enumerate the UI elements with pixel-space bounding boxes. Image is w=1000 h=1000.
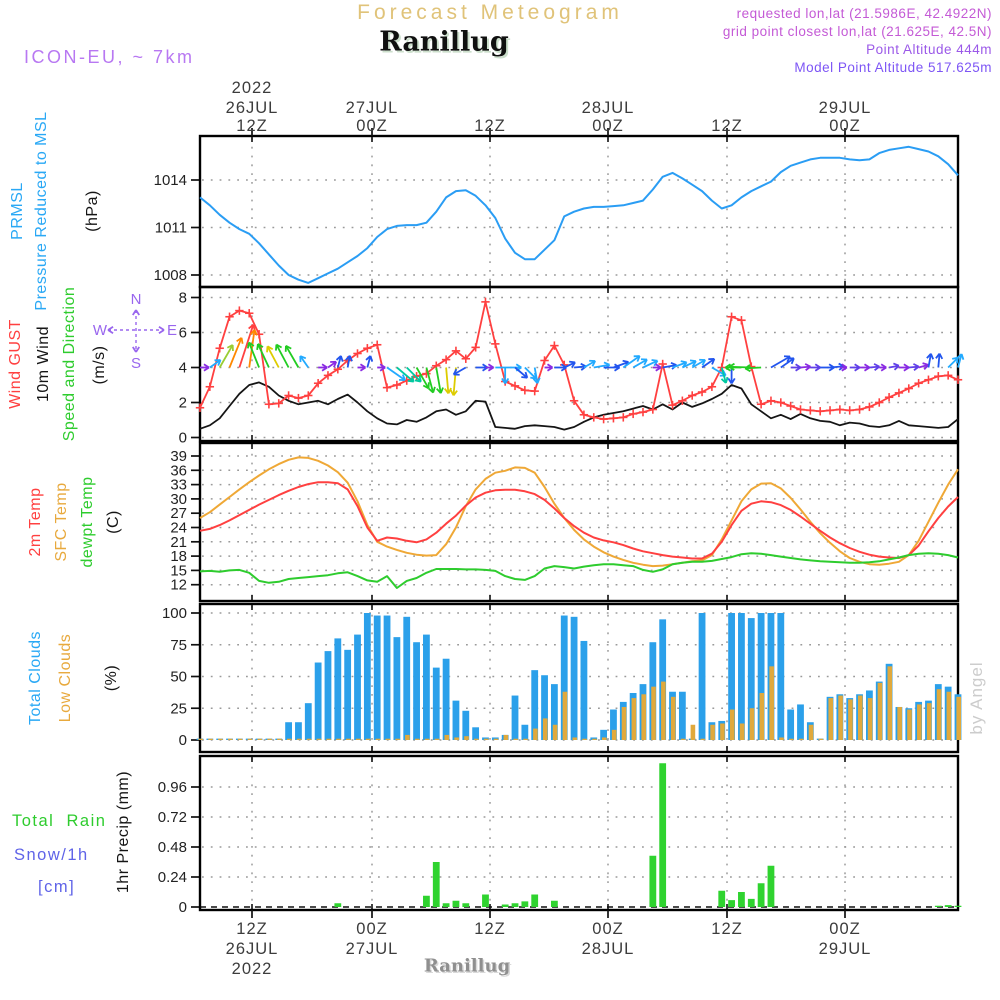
- svg-text:100: 100: [161, 605, 187, 622]
- point-altitude-text: Point Altitude 444m: [866, 42, 992, 57]
- wind-speeddir-label: Speed and Direction: [61, 286, 78, 442]
- svg-text:0.96: 0.96: [157, 779, 187, 796]
- svg-text:00Z: 00Z: [829, 920, 861, 938]
- precip-cm-label: [cm]: [38, 878, 76, 896]
- axes: [154, 128, 958, 918]
- svg-text:75: 75: [170, 636, 187, 654]
- svg-text:12Z: 12Z: [711, 920, 743, 938]
- svg-text:28JUL: 28JUL: [581, 99, 635, 117]
- svg-text:0: 0: [178, 732, 187, 749]
- svg-text:50: 50: [170, 668, 187, 686]
- svg-text:24: 24: [170, 519, 187, 537]
- svg-text:1011: 1011: [154, 219, 187, 237]
- model-name-label: ICON-EU, ~ 7km: [24, 47, 195, 67]
- svg-text:12Z: 12Z: [236, 117, 268, 135]
- svg-text:21: 21: [170, 533, 187, 551]
- svg-text:00Z: 00Z: [592, 117, 624, 135]
- svg-text:26JUL: 26JUL: [225, 99, 279, 117]
- svg-text:0: 0: [178, 899, 187, 916]
- watermark: by Angel: [967, 661, 986, 735]
- svg-text:12: 12: [170, 576, 187, 594]
- precip-snow-label: Snow/1h: [14, 846, 89, 864]
- temp-sfc-label: SFC Temp: [53, 482, 70, 562]
- svg-text:36: 36: [170, 462, 187, 480]
- svg-text:12Z: 12Z: [711, 117, 743, 135]
- time-axis-labels: [226, 79, 872, 978]
- pressure-label-prmsl: PRMSL: [9, 182, 26, 240]
- svg-text:29JUL: 29JUL: [818, 940, 872, 958]
- svg-text:0: 0: [178, 429, 187, 447]
- page-title: Forecast Meteogram: [357, 1, 623, 24]
- gridpoint-lonlat-text: grid point closest lon,lat (21.625E, 42.5N): [722, 24, 992, 39]
- svg-text:00Z: 00Z: [356, 920, 388, 938]
- precip-axis-label: 1hr Precip (mm): [115, 770, 132, 894]
- svg-text:12Z: 12Z: [474, 920, 506, 938]
- model-point-altitude-text: Model Point Altitude 517.625m: [794, 60, 992, 75]
- precip-bars: [334, 763, 961, 907]
- svg-text:S: S: [130, 355, 142, 372]
- svg-text:4: 4: [178, 359, 187, 377]
- cloud-bars: [197, 613, 962, 740]
- svg-text:25: 25: [170, 700, 187, 718]
- pressure-unit-label: (hPa): [84, 190, 101, 232]
- svg-text:27JUL: 27JUL: [345, 940, 399, 958]
- station-title: Ranillug: [379, 26, 509, 58]
- footer-station-title: Ranillug: [423, 955, 511, 977]
- svg-text:26JUL: 26JUL: [225, 940, 279, 958]
- svg-text:00Z: 00Z: [829, 117, 861, 135]
- svg-text:E: E: [166, 322, 178, 339]
- svg-text:2: 2: [178, 394, 187, 412]
- clouds-total-label: Total Clouds: [27, 630, 44, 726]
- svg-text:0.24: 0.24: [157, 869, 187, 886]
- temp-unit-label: (C): [105, 510, 122, 534]
- clouds-low-label: Low Clouds: [57, 633, 74, 723]
- svg-text:15: 15: [170, 562, 187, 580]
- svg-text:27: 27: [170, 505, 187, 523]
- svg-text:6: 6: [178, 324, 187, 342]
- svg-text:2022: 2022: [231, 960, 273, 978]
- svg-text:2022: 2022: [231, 79, 273, 97]
- svg-text:1014: 1014: [153, 172, 187, 189]
- svg-text:29JUL: 29JUL: [818, 99, 872, 117]
- svg-text:18: 18: [170, 548, 187, 566]
- svg-text:28JUL: 28JUL: [581, 940, 635, 958]
- svg-text:W: W: [92, 322, 108, 339]
- requested-lonlat-text: requested lon,lat (21.5986E, 42.4922N): [736, 6, 992, 21]
- svg-text:8: 8: [178, 289, 187, 307]
- pressure-label-long: Pressure Reduced to MSL: [33, 111, 50, 311]
- wind-10m-label: 10m Wind: [35, 325, 52, 403]
- wind-direction-arrows: [200, 325, 963, 396]
- wind-series: [196, 298, 962, 430]
- svg-text:N: N: [130, 291, 142, 308]
- svg-text:0.48: 0.48: [157, 839, 187, 856]
- svg-text:27JUL: 27JUL: [345, 99, 399, 117]
- clouds-unit-label: (%): [103, 664, 120, 692]
- svg-text:00Z: 00Z: [356, 117, 388, 135]
- temp-2m-label: 2m Temp: [27, 487, 44, 557]
- temp-dewpt-label: dewpt Temp: [79, 476, 96, 568]
- wind-gust-label: Wind GUST: [7, 319, 24, 409]
- svg-text:1008: 1008: [153, 266, 187, 284]
- svg-text:0.72: 0.72: [157, 809, 187, 826]
- svg-text:30: 30: [170, 490, 187, 508]
- svg-text:33: 33: [170, 476, 187, 494]
- wind-unit-label: (m/s): [91, 345, 108, 385]
- precip-rain-label: Total Rain: [12, 812, 107, 830]
- svg-text:00Z: 00Z: [592, 920, 624, 938]
- svg-text:12Z: 12Z: [236, 920, 268, 938]
- svg-text:39: 39: [170, 448, 187, 465]
- svg-text:12Z: 12Z: [474, 117, 506, 135]
